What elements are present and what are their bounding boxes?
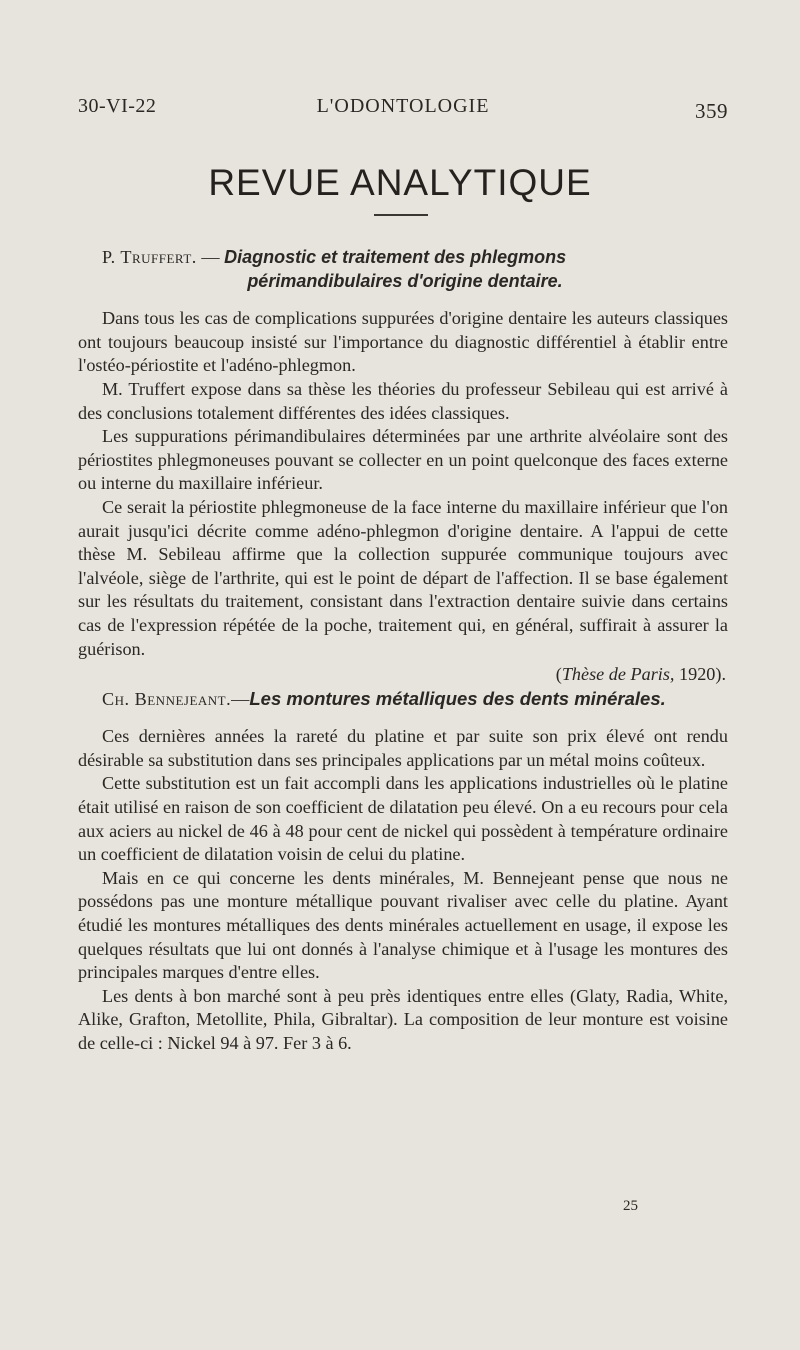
article1-dash: —: [196, 247, 225, 267]
article2-paragraph: Mais en ce qui concerne les dents minérales, M. Bennejeant pense que nous ne possédons pas une monture métallique pouvant rivaliser avec celle du platine. Ayant étudié les montures métalliques des dents minérales actuellement en usage, il expose les quelques résultats que lui ont donnés à l'analyse chimique et à l'usage les montures des principales marques d'entre elles.: [78, 867, 728, 983]
source-close: 1920).: [674, 664, 726, 685]
article2-paragraph: Les dents à bon marché sont à peu près identiques entre elles (Glaty, Radia, White, Alike, Grafton, Metollite, Phila, Gibraltar). La composition de leur monture est voisine de celle-ci : Nickel 94 à 97. Fer 3 à 6.: [78, 985, 728, 1053]
article2-title: Les montures métalliques des dents minérales.: [249, 687, 666, 709]
article2-dash: —: [231, 688, 250, 709]
article2-heading: [78, 687, 728, 712]
source-open: (: [555, 664, 562, 685]
article-body: [78, 246, 728, 1056]
article2-paragraph: Cette substitution est un fait accompli dans les applications industrielles où le platine était utilisé en raison de son coefficient de dilatation peu élevé. On a eu recours pour cela aux aciers au nickel de 46 à 48 pour cent de nickel qui possèdent à température ordinaire un coefficient de dilatation voisin de celui du platine.: [78, 773, 728, 865]
running-header: [78, 95, 728, 125]
article1-paragraph: M. Truffert expose dans sa thèse les théories du professeur Sebileau qui est arrivé à des conclusions totalement différentes des idées classiques.: [78, 378, 728, 423]
signature-mark: 25: [623, 1198, 638, 1214]
section-title: REVUE ANALYTIQUE: [208, 162, 592, 203]
article1-paragraph: Les suppurations périmandibulaires déterminées par une arthrite alvéolaire sont des périostites phlegmoneuses pouvant se collecter en un point quelconque des faces externe ou interne du maxillaire inférieur.: [78, 426, 728, 494]
article1-paragraph: Dans tous les cas de complications suppurées d'origine dentaire les auteurs classiques ont toujours beaucoup insisté sur l'importance du diagnostic différentiel à établir entre l'ostéo-périostite et l'adéno-phlegmon.: [78, 308, 728, 376]
article1-title-line2: périmandibulaires d'origine dentaire.: [247, 270, 563, 291]
page-number: 359: [695, 99, 728, 123]
article1-author: P. Truffert.: [102, 247, 197, 267]
spacer: [78, 711, 728, 725]
article1-title-line1: Diagnostic et traitement des phlegmons: [224, 247, 567, 267]
article1-source: [78, 663, 726, 687]
issue-date: 30-VI-22: [78, 95, 157, 117]
spacer: [78, 293, 728, 307]
article1-heading: [78, 246, 728, 293]
article2-author: Ch. Bennejeant.: [102, 688, 232, 709]
article1-paragraph: Ce serait la périostite phlegmoneuse de la face interne du maxillaire inférieur que l'on aurait jusqu'ici décrite comme adéno-phlegmon d'origine dentaire. A l'appui de cette thèse M. Sebileau affirme que la collection suppurée communique toujours avec l'alvéole, siège de l'arthrite, qui est le point de départ de l'affection. Il se base également sur les résultats du traitement, consistant dans l'extraction dentaire suivie dans certains cas de l'expression répétée de la poche, traitement qui, en général, suffirait à assurer la guérison.: [78, 496, 728, 659]
source-italic: Thèse de Paris,: [561, 664, 675, 685]
article2-paragraph: Ces dernières années la rareté du platine et par suite son prix élevé ont rendu désirable sa substitution dans ses principales applications par un métal moins coûteux.: [78, 726, 728, 770]
title-divider: [374, 214, 428, 216]
journal-name: L'ODONTOLOGIE: [316, 95, 490, 117]
